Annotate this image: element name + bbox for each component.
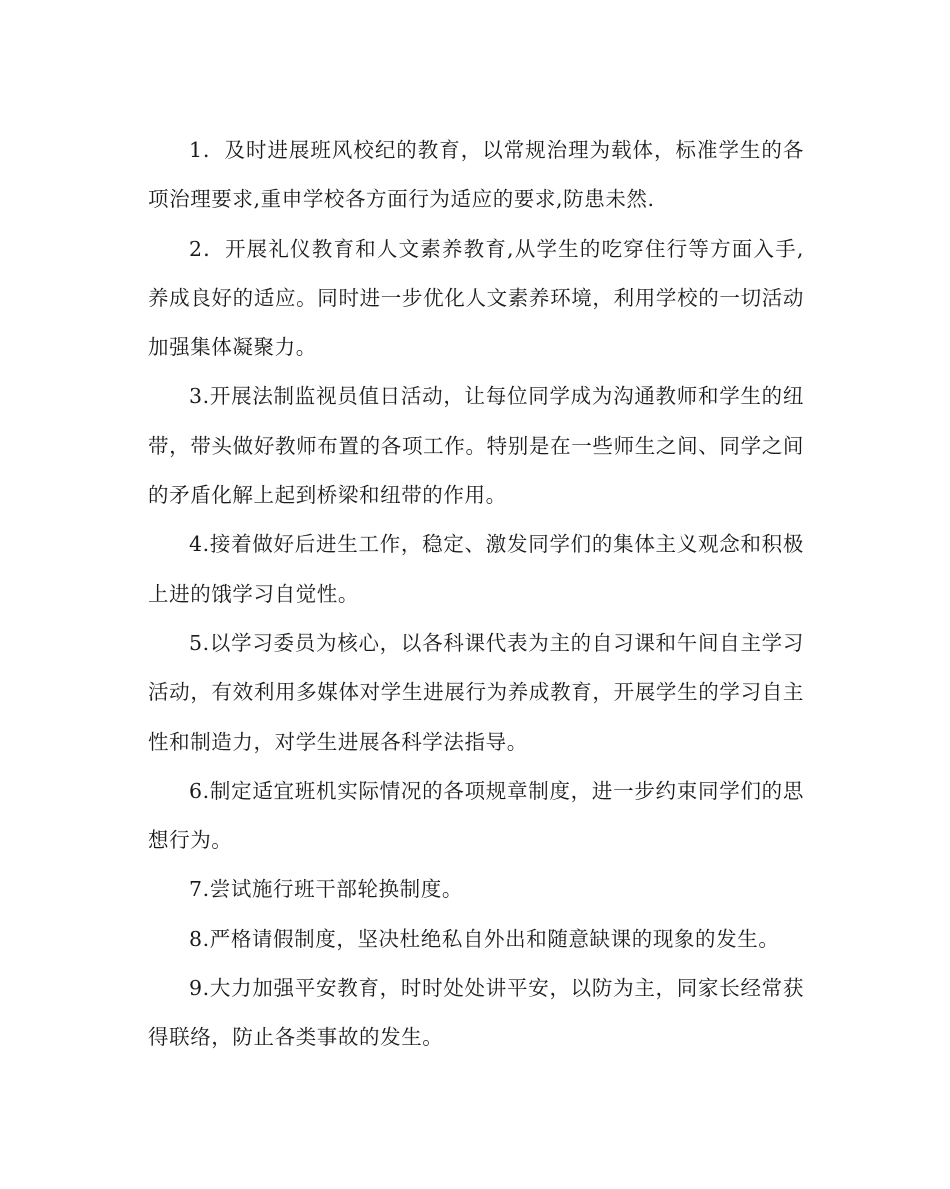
paragraph-8: 8.严格请假制度，坚决杜绝私自外出和随意缺课的现象的发生。 xyxy=(189,926,780,951)
paragraph-3: 3.开展法制监视员值日活动，让每位同学成为沟通教师和学生的纽带，带头做好教师布置的各项工作。特别是在一些师生之间、同学之间的矛盾化解上起到桥梁和纽带的作用。 xyxy=(148,384,804,508)
paragraph-7: 7.尝试施行班干部轮换制度。 xyxy=(189,877,463,902)
paragraph-5: 5.以学习委员为核心，以各科课代表为主的自习课和午间自主学习活动，有效利用多媒体对学生进展行为养成教育，开展学生的学习自主性和制造力，对学生进展各科学法指导。 xyxy=(148,630,804,754)
document-body xyxy=(148,126,804,1063)
paragraph-9: 9.大力加强平安教育，时时处处讲平安，以防为主，同家长经常获得联络，防止各类事故的发生。 xyxy=(148,976,804,1050)
paragraph-1: 1．及时进展班风校纪的教育，以常规治理为载体，标准学生的各项治理要求,重申学校各方面行为适应的要求,防患未然. xyxy=(148,138,804,212)
paragraph-2: 2．开展礼仪教育和人文素养教育,从学生的吃穿住行等方面入手,养成良好的适应。同时进一步优化人文素养环境，利用学校的一切活动加强集体凝聚力。 xyxy=(148,236,804,360)
paragraph-6: 6.制定适宜班机实际情况的各项规章制度，进一步约束同学们的思想行为。 xyxy=(148,778,804,853)
paragraph-4: 4.接着做好后进生工作，稳定、激发同学们的集体主义观念和积极上进的饿学习自觉性。 xyxy=(148,532,804,606)
